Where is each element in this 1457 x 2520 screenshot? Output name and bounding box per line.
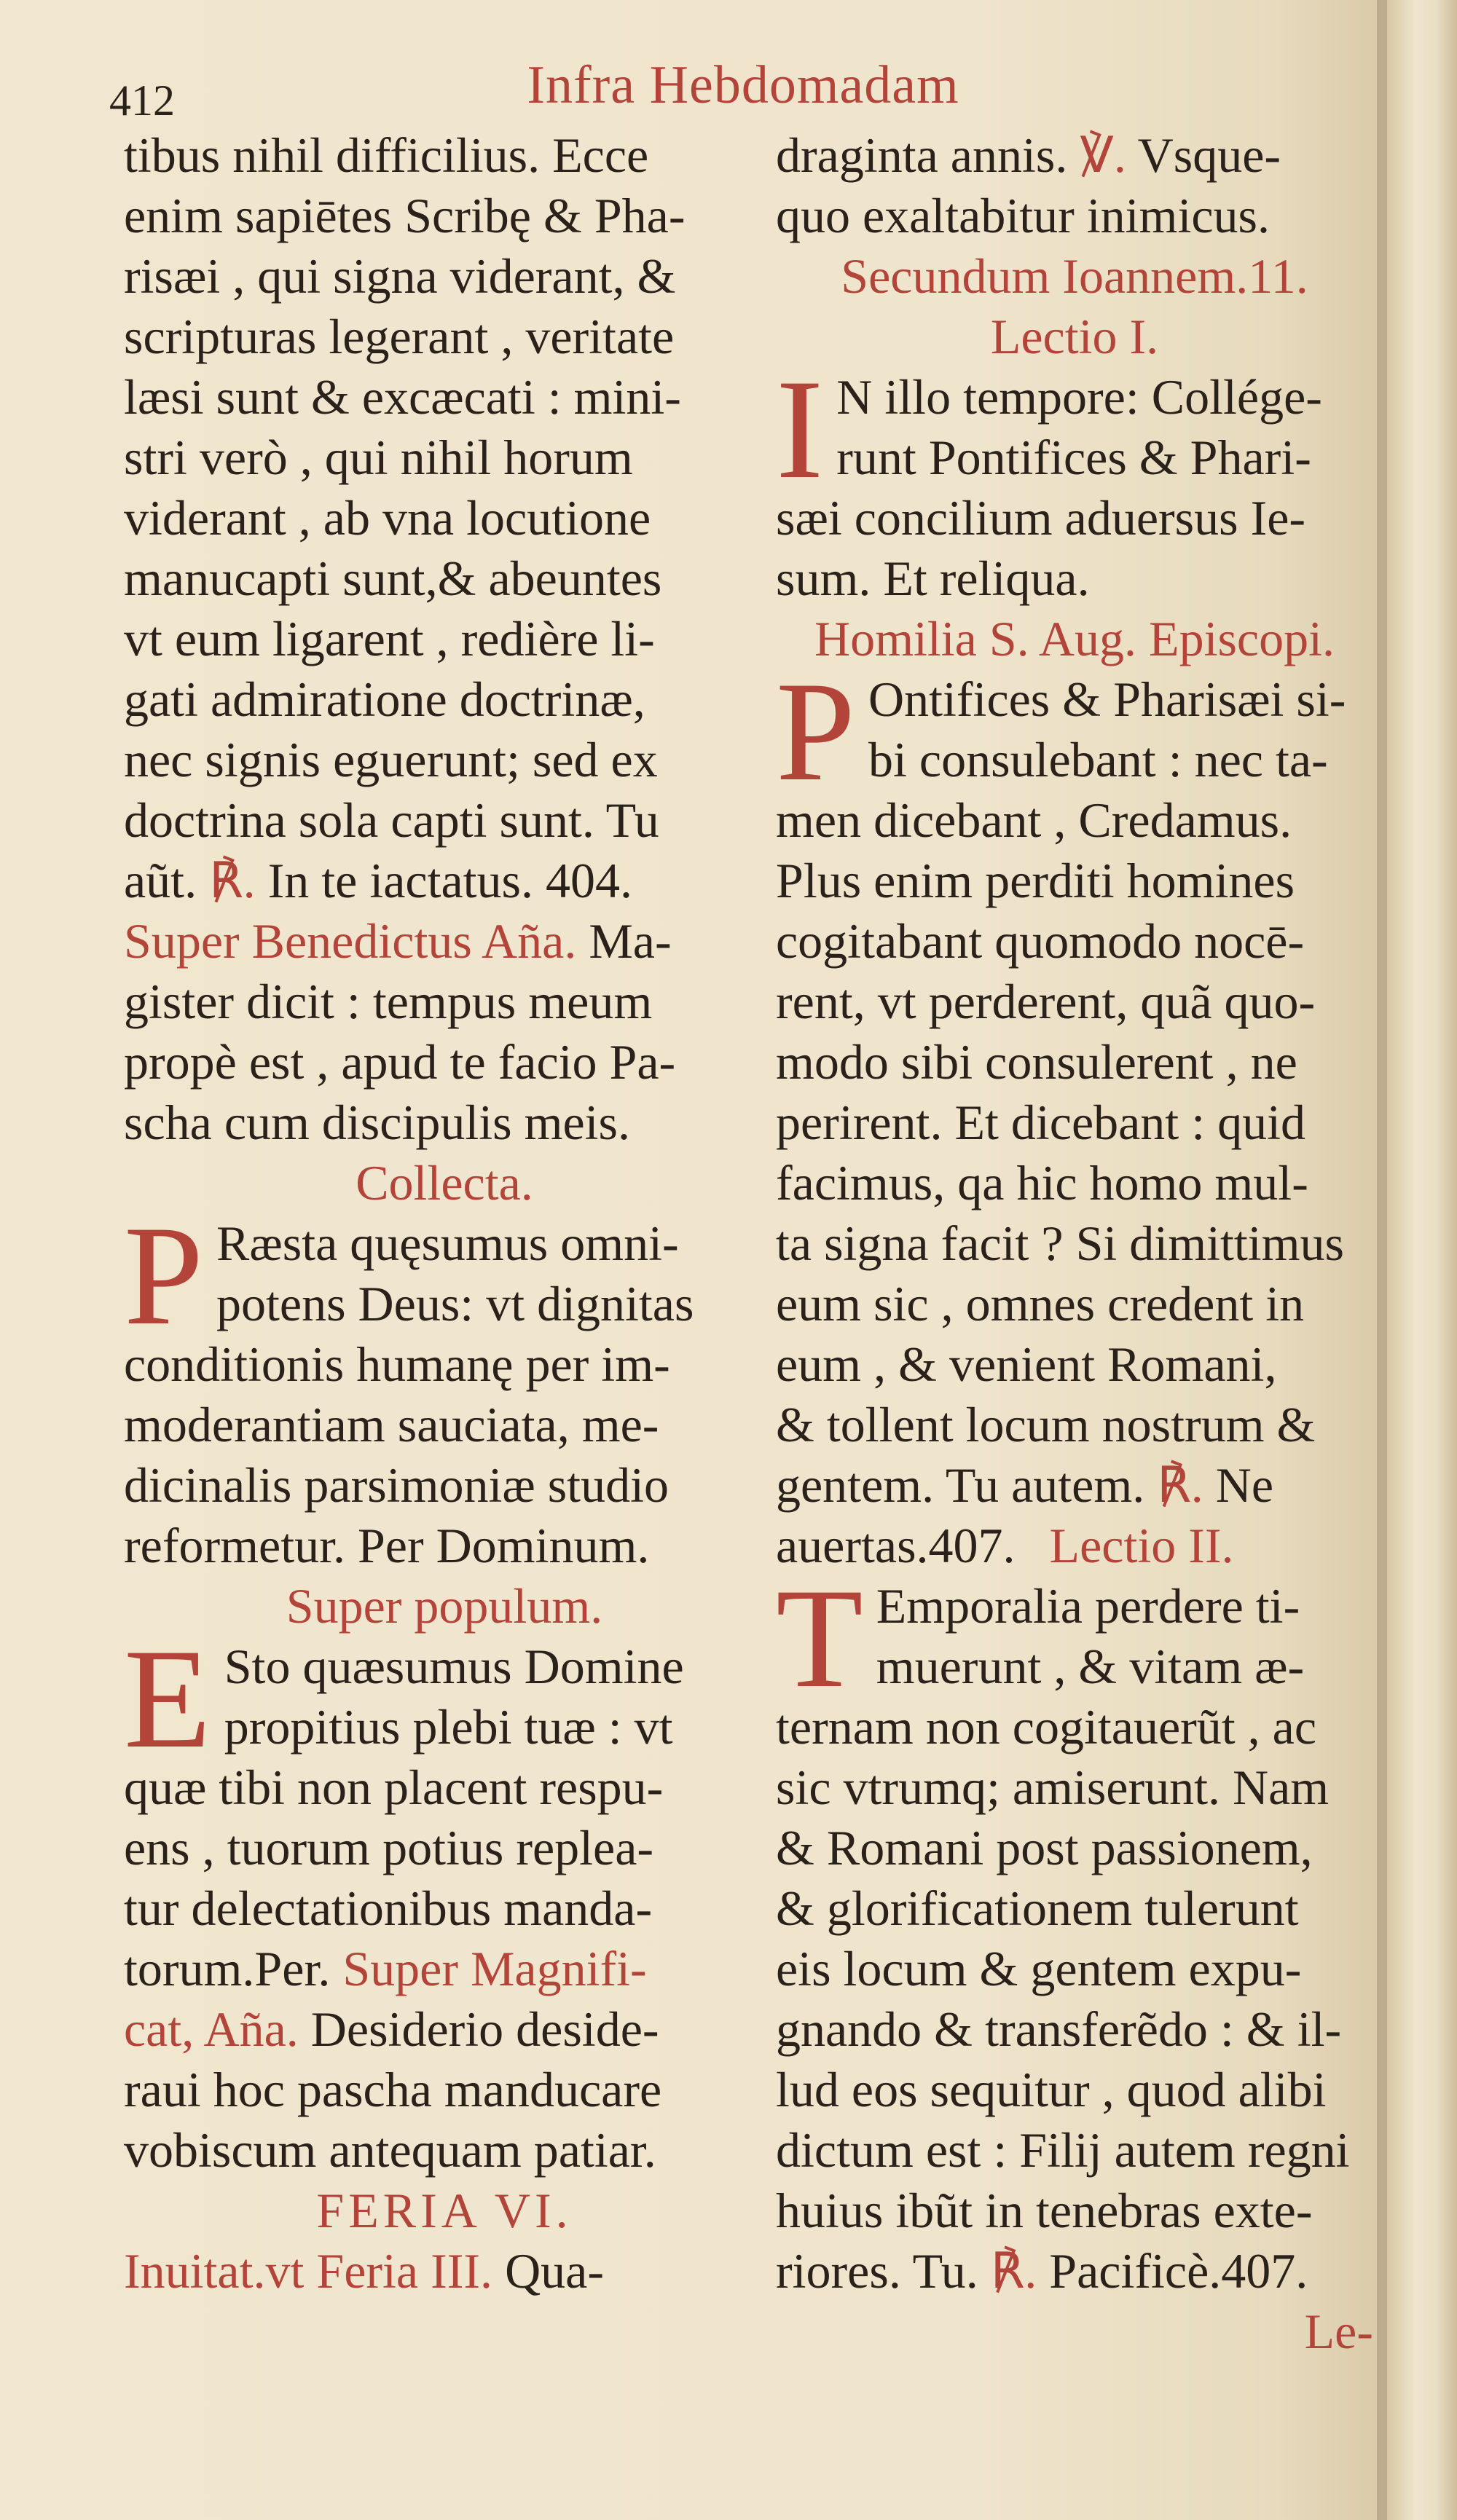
lectio-2-paragraph <box>776 1576 1373 1697</box>
text-line: lud eos sequitur , quod alibi <box>776 2062 1327 2117</box>
lectio-1-heading: Lectio I. <box>990 309 1159 364</box>
text-line: dictum est : Filij autem regni <box>776 2122 1350 2178</box>
text-line <box>124 2241 765 2302</box>
collecta-heading: Collecta. <box>356 1155 533 1210</box>
text-line: propè est , apud te facio Pa- <box>124 1034 676 1090</box>
homilia-paragraph <box>776 669 1373 790</box>
text-line: & Romani post passionem, <box>776 1820 1313 1875</box>
text-line: eum sic , omnes credent in <box>776 1276 1305 1331</box>
text-line: muerunt , & vitam æ- <box>876 1639 1305 1694</box>
drop-cap: E <box>124 1637 211 1757</box>
text-line: sæi concilium aduersus Ie- <box>776 490 1306 546</box>
text-line: & glorificationem tulerunt <box>776 1881 1299 1936</box>
text-line: Ræsta quęsumus omni- <box>216 1216 679 1271</box>
super-populum-heading: Super populum. <box>286 1578 603 1634</box>
text-line: cogitabant quomodo nocē- <box>776 913 1305 969</box>
text-line: eis locum & gentem expu- <box>776 1941 1302 1996</box>
text-line: potens Deus: vt dignitas <box>216 1276 694 1331</box>
drop-cap: P <box>776 669 856 790</box>
text-line <box>776 1455 1373 1516</box>
text-line: ternam non cogitauerũt , ac <box>776 1699 1317 1755</box>
text-line <box>776 125 1373 186</box>
text-line: huius ibũt in tenebras exte- <box>776 2183 1313 2238</box>
catchword: Le- <box>1304 2304 1373 2359</box>
left-text-block <box>124 125 765 2302</box>
text-line: reformetur. Per Dominum. <box>124 1518 650 1573</box>
page-edge <box>1388 0 1457 2520</box>
text-line: nec signis eguerunt; sed ex <box>124 732 658 787</box>
text-line: scha cum discipulis meis. <box>124 1095 631 1150</box>
right-column <box>776 125 1373 2362</box>
text-line: runt Pontifices & Phari- <box>836 430 1311 485</box>
text-line: scripturas legerant , veritate <box>124 309 675 364</box>
text-line: quo exaltabitur inimicus. <box>776 188 1270 243</box>
homilia-heading: Homilia S. Aug. Episcopi. <box>814 611 1335 666</box>
aut-rest: In te iactatus. 404. <box>267 853 633 908</box>
text-line: manucapti sunt,& abeuntes <box>124 551 662 606</box>
text-line: Plus enim perditi homines <box>776 853 1295 908</box>
text-line: doctrina sola capti sunt. Tu <box>124 792 659 848</box>
draginta-rest: Vsque- <box>1137 127 1281 183</box>
aut-text: aũt. <box>124 853 197 908</box>
text-line: bi consulebant : nec ta- <box>868 732 1328 787</box>
magnificat-text-2: Desiderio deside- <box>310 2001 659 2057</box>
text-line: ta signa facit ? Si dimittimus <box>776 1216 1345 1271</box>
text-line: N illo tempore: Collége- <box>836 369 1322 425</box>
invitatory-rubric: Inuitat.vt Feria III. <box>124 2243 493 2299</box>
text-line: propitius plebi tuæ : vt <box>224 1699 673 1755</box>
lectio-1-paragraph <box>776 367 1373 488</box>
invitatory-text: Qua- <box>505 2243 604 2299</box>
gospel-heading: Secundum Ioannem.11. <box>841 248 1308 304</box>
response-mark: ℟. <box>990 2243 1037 2299</box>
gutter-shadow <box>1377 0 1387 2520</box>
auertas-text: auertas.407. <box>776 1518 1016 1573</box>
response-mark: ℟. <box>209 853 256 908</box>
response-mark: ℟. <box>1157 1457 1203 1513</box>
lectio-2-heading: Lectio II. <box>1049 1518 1234 1573</box>
text-line: gati admiratione doctrinæ, <box>124 672 645 727</box>
gentem-text: gentem. Tu autem. <box>776 1457 1145 1513</box>
riores-rest: Pacificè.407. <box>1049 2243 1308 2299</box>
text-line: Emporalia perdere ti- <box>876 1578 1300 1634</box>
text-line: conditionis humanę per im- <box>124 1336 670 1392</box>
text-line <box>776 1516 1373 1576</box>
text-line <box>124 1939 765 1999</box>
text-line: dicinalis parsimoniæ studio <box>124 1457 669 1513</box>
benedictus-rubric: Super Benedictus Aña. <box>124 913 577 969</box>
left-column <box>124 125 765 2302</box>
text-line: læsi sunt & excæcati : mini- <box>124 369 681 425</box>
text-line <box>124 1999 765 2060</box>
text-line: sum. Et reliqua. <box>776 551 1090 606</box>
page-header <box>109 51 1377 125</box>
magnificat-rubric-1: Super Magnifi- <box>342 1941 647 1996</box>
text-line: Ontifices & Pharisæi si- <box>868 672 1346 727</box>
drop-cap: P <box>124 1213 204 1334</box>
text-line: vt eum ligarent , redière li- <box>124 611 655 666</box>
text-line: modo sibi consulerent , ne <box>776 1034 1297 1090</box>
text-line: men dicebant , Credamus. <box>776 792 1292 848</box>
text-line: moderantiam sauciata, me- <box>124 1397 659 1452</box>
text-line: Sto quæsumus Domine <box>224 1639 684 1694</box>
text-line: tur delectationibus manda- <box>124 1881 653 1936</box>
text-line: sic vtrumq; amiserunt. Nam <box>776 1760 1330 1815</box>
drop-cap: I <box>776 367 824 488</box>
text-line: stri verò , qui nihil horum <box>124 430 633 485</box>
riores-text: riores. Tu. <box>776 2243 978 2299</box>
text-line: perirent. Et dicebant : quid <box>776 1095 1305 1150</box>
text-line: vobiscum antequam patiar. <box>124 2122 656 2178</box>
text-line: raui hoc pascha manducare <box>124 2062 662 2117</box>
text-line <box>124 911 765 972</box>
text-line <box>776 2302 1373 2362</box>
text-line: eum , & venient Romani, <box>776 1336 1277 1392</box>
magnificat-text-1: torum.Per. <box>124 1941 331 1996</box>
text-line <box>124 851 765 911</box>
text-line: enim sapiētes Scribę & Pha- <box>124 188 686 243</box>
draginta-text: draginta annis. <box>776 127 1068 183</box>
text-line <box>776 2241 1373 2302</box>
text-line: gnando & transferẽdo : & il- <box>776 2001 1342 2057</box>
text-line: viderant , ab vna locutione <box>124 490 651 546</box>
collecta-paragraph <box>124 1213 765 1334</box>
text-line: gister dicit : tempus meum <box>124 974 653 1029</box>
super-populum-paragraph <box>124 1637 765 1757</box>
text-line: quæ tibi non placent respu- <box>124 1760 664 1815</box>
benedictus-text: Ma- <box>589 913 672 969</box>
text-line: ens , tuorum potius replea- <box>124 1820 654 1875</box>
versicle-mark: ℣. <box>1080 127 1126 183</box>
text-line: risæi , qui signa viderant, & <box>124 248 676 304</box>
drop-cap: T <box>776 1576 863 1697</box>
gentem-rest: Ne <box>1215 1457 1274 1513</box>
text-line: facimus, qa hic homo mul- <box>776 1155 1308 1210</box>
magnificat-rubric-2: cat, Aña. <box>124 2001 299 2057</box>
text-line: rent, vt perderent, quã quo- <box>776 974 1316 1029</box>
feria-heading: FERIA VI. <box>316 2183 573 2238</box>
running-title: Infra Hebdomadam <box>527 55 959 115</box>
folio-number: 412 <box>109 76 175 125</box>
text-line: tibus nihil difficilius. Ecce <box>124 127 649 183</box>
text-line: & tollent locum nostrum & <box>776 1397 1316 1452</box>
